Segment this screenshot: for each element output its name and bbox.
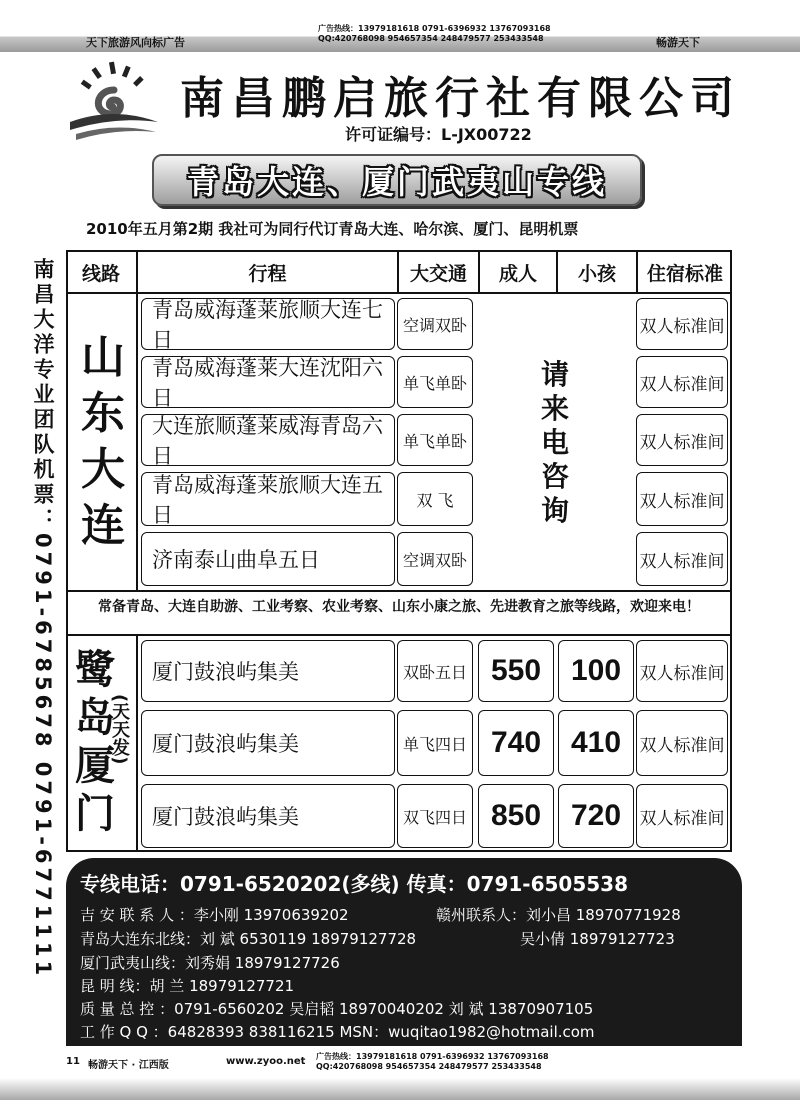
route-name: 青岛威海蓬莱旅顺大连七日	[152, 298, 383, 352]
route-name: 大连旅顺蓬莱威海青岛六日	[152, 414, 383, 468]
adult-price: 550	[478, 640, 554, 702]
transport-cell: 空调双卧	[397, 298, 473, 350]
contact-row	[80, 928, 675, 949]
group-xiamen: 鹭岛厦门	[75, 647, 115, 837]
contact-row	[80, 998, 593, 1019]
footer-ad-line1: 广告热线：13979181618 0791-6396932 13767093168	[316, 1052, 549, 1061]
xiamen-row-3	[141, 784, 395, 848]
contact-row	[80, 975, 294, 996]
adult-price: 740	[478, 710, 554, 776]
stay-cell: 双人标准间	[636, 414, 728, 466]
contact-row	[80, 904, 681, 925]
contact-left: 青岛大连东北线：刘 斌 6530119 18979127728	[80, 930, 417, 948]
header-route-line: 线路	[81, 262, 120, 285]
route-row-2	[141, 356, 395, 408]
contact-left: 厦门武夷山线：刘秀娟 18979127726	[80, 954, 340, 972]
stay-cell: 双人标准间	[636, 356, 728, 408]
route-row-3	[141, 414, 395, 466]
route-row-4	[141, 472, 395, 526]
contact-left: 质 量 总 控 ：0791-6560202 吴启韬 18970040202 刘 斌 13870907105	[80, 1000, 594, 1018]
table-divider	[136, 250, 138, 590]
route-name: 厦门鼓浪屿集美	[152, 805, 299, 829]
contact-left: 吉 安 联 系 人 ：李小刚 13970639202	[80, 906, 349, 924]
footer-ad-contact	[316, 1052, 549, 1072]
contact-left: 昆 明 线：胡 兰 18979127721	[80, 977, 295, 995]
transport-cell: 单飞单卧	[397, 356, 473, 408]
route-row-1	[141, 298, 395, 350]
hotline: 专线电话：0791-6520202(多线) 传真：0791-6505538	[80, 872, 628, 896]
group-shandong-dalian: 山东大连	[81, 332, 125, 551]
daily-departure-tag: (天天发)	[109, 694, 130, 765]
xiamen-row-2	[141, 710, 395, 776]
contact-row	[80, 952, 340, 973]
child-price: 410	[558, 710, 634, 776]
header-accommodation: 住宿标准	[646, 262, 723, 285]
header-adult: 成人	[498, 262, 537, 285]
side-ticket-hotline: 南昌大洋专业团队机票：0791-6785678 0791-6771111	[31, 258, 55, 980]
route-row-5	[141, 532, 395, 586]
route-name: 青岛威海蓬莱旅顺大连五日	[152, 473, 383, 527]
contact-right: 赣州联系人：刘小昌 18970771928	[436, 906, 681, 924]
header-itinerary: 行程	[248, 262, 287, 285]
route-name: 青岛威海蓬莱大连沈阳六日	[152, 356, 383, 410]
footer-brand: 畅游天下 · 江西版	[88, 1060, 169, 1071]
contact-left: 工 作 Q Q ：64828393 838116215 MSN：wuqitao1982@hotmail.com	[80, 1023, 595, 1041]
table-divider	[66, 634, 732, 636]
table-divider	[66, 590, 732, 592]
top-ad-contact	[318, 24, 551, 44]
header-child: 小孩	[577, 262, 616, 285]
page-footer	[66, 1052, 742, 1074]
consult-note: 请来电咨询	[540, 358, 569, 527]
company-logo	[66, 60, 162, 144]
top-right-label: 畅游天下	[656, 36, 700, 49]
child-price: 720	[558, 784, 634, 848]
bottom-strip	[0, 1078, 800, 1100]
child-price: 100	[558, 640, 634, 702]
footer-ad-line2: QQ:420768098 954657354 248479577 253433548	[316, 1062, 542, 1071]
stay-cell: 双人标准间	[636, 532, 728, 586]
top-ad-line1: 广告热线：13979181618 0791-6396932 13767093168	[318, 24, 551, 33]
stay-cell: 双人标准间	[636, 472, 728, 526]
transport-cell: 双 飞	[397, 472, 473, 526]
company-name: 南昌鹏启旅行社有限公司	[180, 73, 741, 124]
contact-right: 吴小倩 18979127723	[520, 930, 675, 948]
stay-cell: 双人标准间	[636, 298, 728, 350]
top-left-label: 天下旅游风向标广告	[86, 36, 185, 49]
transport-cell: 空调双卧	[397, 532, 473, 586]
route-name: 厦门鼓浪屿集美	[152, 732, 299, 756]
stay-cell: 双人标准间	[636, 784, 728, 848]
footer-website: www.zyoo.net	[226, 1056, 306, 1067]
license-number: 许可证编号：L-JX00722	[345, 125, 532, 144]
route-name: 厦门鼓浪屿集美	[152, 660, 299, 684]
page-number: 11	[66, 1056, 80, 1067]
transport-cell: 单飞四日	[397, 710, 473, 776]
transport-cell: 单飞单卧	[397, 414, 473, 466]
issue-line: 2010年五月第2期 我社可为同行代订青岛大连、哈尔滨、厦门、昆明机票	[86, 220, 579, 238]
table-divider	[136, 634, 138, 852]
xiamen-row-1	[141, 640, 395, 702]
contact-row	[80, 1021, 595, 1042]
stay-cell: 双人标准间	[636, 710, 728, 776]
top-ad-line2: QQ:420768098 954657354 248479577 253433548	[318, 34, 544, 43]
notice-line: 常备青岛、大连自助游、工业考察、农业考察、山东小康之旅、先进教育之旅等线路，欢迎来电！	[98, 599, 700, 615]
header-transport: 大交通	[409, 262, 467, 285]
transport-cell: 双飞四日	[397, 784, 473, 848]
contact-panel	[66, 858, 742, 1046]
route-name: 济南泰山曲阜五日	[152, 548, 320, 572]
route-banner: 青岛大连、厦门武夷山专线	[152, 154, 642, 206]
stay-cell: 双人标准间	[636, 640, 728, 702]
transport-cell: 双卧五日	[397, 640, 473, 702]
adult-price: 850	[478, 784, 554, 848]
